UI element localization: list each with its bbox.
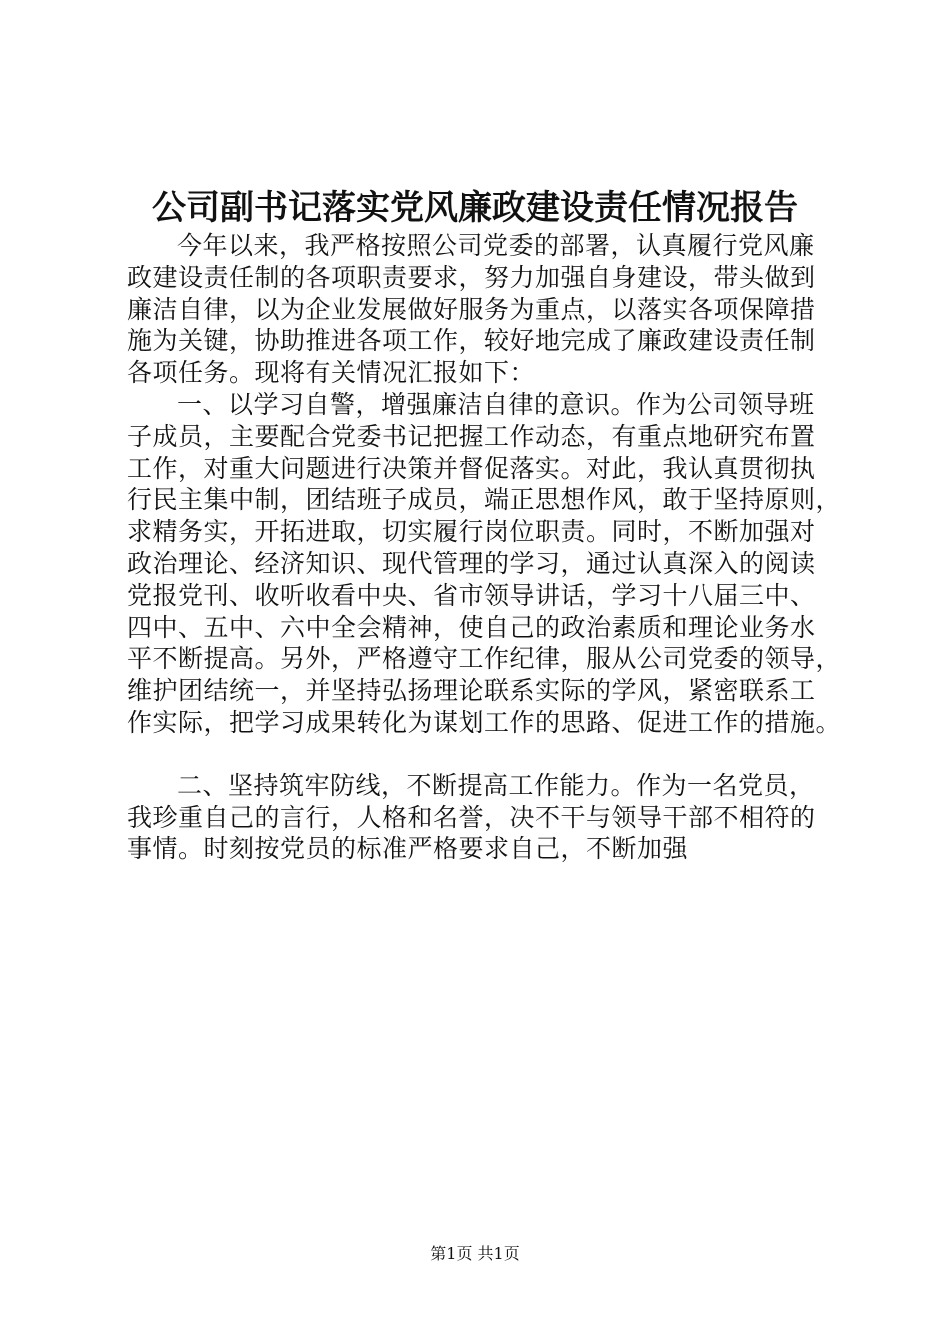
document-body xyxy=(127,230,847,865)
paragraph-spacer xyxy=(127,739,847,770)
text-line: 事情。时刻按党员的标准严格要求自己，不断加强 xyxy=(127,834,689,864)
page-footer: 第1页 共1页 xyxy=(430,1244,520,1263)
text-line: 党报党刊、收听收看中央、省市领导讲话，学习十八届三中、 xyxy=(127,580,816,610)
text-line: 维护团结统一，并坚持弘扬理论联系实际的学风，紧密联系工 xyxy=(127,676,816,706)
paragraph-section-two xyxy=(127,770,847,865)
paragraph-intro xyxy=(127,230,847,389)
text-line: 二、坚持筑牢防线，不断提高工作能力。作为一名党员， xyxy=(177,770,815,800)
text-line: 作实际，把学习成果转化为谋划工作的思路、促进工作的措施。 xyxy=(127,707,842,737)
text-line: 子成员，主要配合党委书记把握工作动态，有重点地研究布置 xyxy=(127,421,816,451)
text-line: 施为关键，协助推进各项工作，较好地完成了廉政建设责任制 xyxy=(127,326,816,356)
text-line: 工作，对重大问题进行决策并督促落实。对此，我认真贯彻执 xyxy=(127,453,816,483)
text-line: 今年以来，我严格按照公司党委的部署，认真履行党风廉 xyxy=(177,231,815,260)
text-line: 政治理论、经济知识、现代管理的学习，通过认真深入的阅读 xyxy=(127,548,816,578)
text-line: 行民主集中制，团结班子成员，端正思想作风，敢于坚持原则， xyxy=(127,485,842,515)
document-title: 公司副书记落实党风廉政建设责任情况报告 xyxy=(152,188,798,228)
text-line: 我珍重自己的言行，人格和名誉，决不干与领导干部不相符的 xyxy=(127,802,816,832)
text-line: 四中、五中、六中全会精神，使自己的政治素质和理论业务水 xyxy=(127,612,816,642)
text-line: 一、以学习自警，增强廉洁自律的意识。作为公司领导班 xyxy=(177,389,815,419)
text-line: 各项任务。现将有关情况汇报如下： xyxy=(127,358,536,388)
text-line: 求精务实，开拓进取，切实履行岗位职责。同时，不断加强对 xyxy=(127,517,816,547)
text-line: 平不断提高。另外，严格遵守工作纪律，服从公司党委的领导， xyxy=(127,644,842,674)
text-line: 政建设责任制的各项职责要求，努力加强自身建设，带头做到 xyxy=(127,262,816,292)
paragraph-section-one xyxy=(127,389,847,739)
text-line: 廉洁自律，以为企业发展做好服务为重点，以落实各项保障措 xyxy=(127,294,816,324)
